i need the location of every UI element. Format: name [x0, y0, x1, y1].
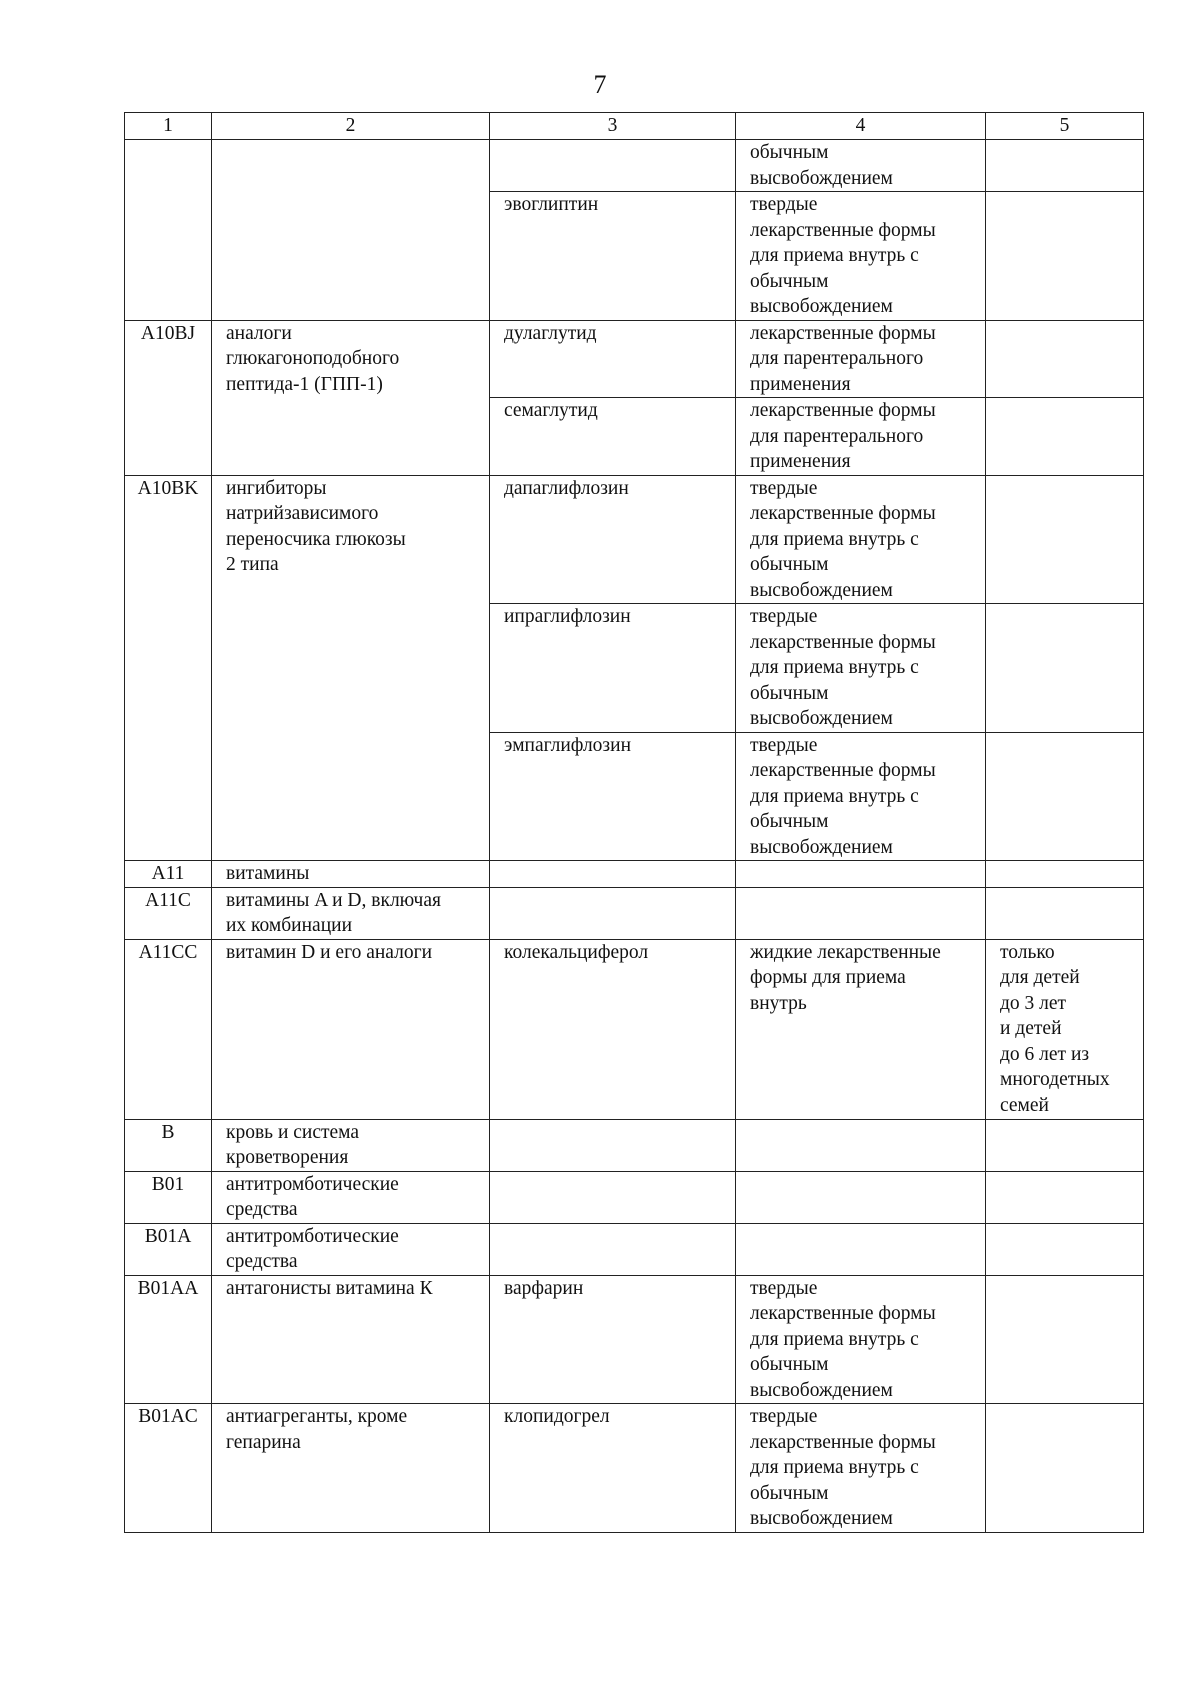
column-header: 1	[125, 113, 212, 140]
table-row	[125, 1223, 1144, 1275]
form-cell: твердые лекарственные формы для приема внутрь с обычным высвобождением	[736, 1275, 986, 1404]
drug-cell	[490, 861, 736, 888]
table-row	[125, 1404, 1144, 1533]
group-cell: аналоги глюкагоноподобного пептида-1 (ГПП-1)	[212, 320, 490, 475]
drug-cell: варфарин	[490, 1275, 736, 1404]
note-cell	[986, 320, 1144, 398]
form-cell	[736, 1223, 986, 1275]
note-cell	[986, 1119, 1144, 1171]
atc-code-cell: B	[125, 1119, 212, 1171]
note-cell	[986, 398, 1144, 476]
note-cell: только для детей до 3 лет и детей до 6 лет из многодетных семей	[986, 939, 1144, 1119]
drug-cell: дапаглифлозин	[490, 475, 736, 604]
table-row	[125, 887, 1144, 939]
form-cell: твердые лекарственные формы для приема внутрь с обычным высвобождением	[736, 1404, 986, 1533]
drug-cell	[490, 1171, 736, 1223]
form-cell: твердые лекарственные формы для приема внутрь с обычным высвобождением	[736, 475, 986, 604]
group-cell: антагонисты витамина К	[212, 1275, 490, 1404]
column-header: 2	[212, 113, 490, 140]
group-cell: витамин D и его аналоги	[212, 939, 490, 1119]
group-cell: ингибиторы натрийзависимого переносчика глюкозы 2 типа	[212, 475, 490, 861]
atc-code-cell: B01AC	[125, 1404, 212, 1533]
form-cell	[736, 1119, 986, 1171]
drug-cell: эмпаглифлозин	[490, 732, 736, 861]
atc-code-cell: A11CC	[125, 939, 212, 1119]
drug-cell	[490, 1119, 736, 1171]
table-row	[125, 1275, 1144, 1404]
form-cell: лекарственные формы для парентерального применения	[736, 320, 986, 398]
column-header: 4	[736, 113, 986, 140]
form-cell: твердые лекарственные формы для приема внутрь с обычным высвобождением	[736, 604, 986, 733]
form-cell: обычным высвобождением	[736, 140, 986, 192]
note-cell	[986, 1275, 1144, 1404]
note-cell	[986, 732, 1144, 861]
note-cell	[986, 1171, 1144, 1223]
atc-code-cell: B01A	[125, 1223, 212, 1275]
form-cell: жидкие лекарственные формы для приема внутрь	[736, 939, 986, 1119]
group-cell: антиагреганты, кроме гепарина	[212, 1404, 490, 1533]
form-cell	[736, 887, 986, 939]
table-row	[125, 1171, 1144, 1223]
drug-cell	[490, 887, 736, 939]
group-cell	[212, 140, 490, 321]
atc-code-cell: B01	[125, 1171, 212, 1223]
drug-cell: дулаглутид	[490, 320, 736, 398]
atc-code-cell	[125, 140, 212, 321]
table-header-row	[125, 113, 1144, 140]
drug-cell	[490, 1223, 736, 1275]
note-cell	[986, 861, 1144, 888]
form-cell: лекарственные формы для парентерального применения	[736, 398, 986, 476]
note-cell	[986, 1223, 1144, 1275]
atc-code-cell: B01AA	[125, 1275, 212, 1404]
atc-code-cell: A11	[125, 861, 212, 888]
group-cell: антитромботические средства	[212, 1171, 490, 1223]
drug-cell: семаглутид	[490, 398, 736, 476]
group-cell: витамины	[212, 861, 490, 888]
note-cell	[986, 475, 1144, 604]
drug-cell: клопидогрел	[490, 1404, 736, 1533]
table-row	[125, 939, 1144, 1119]
drug-cell: ипраглифлозин	[490, 604, 736, 733]
note-cell	[986, 192, 1144, 321]
table-row	[125, 140, 1144, 192]
group-cell: антитромботические средства	[212, 1223, 490, 1275]
note-cell	[986, 1404, 1144, 1533]
table-row	[125, 1119, 1144, 1171]
page-number: 7	[593, 70, 607, 99]
atc-code-cell: A11C	[125, 887, 212, 939]
note-cell	[986, 887, 1144, 939]
drug-cell: колекальциферол	[490, 939, 736, 1119]
note-cell	[986, 140, 1144, 192]
group-cell: витамины A и D, включая их комбинации	[212, 887, 490, 939]
column-header: 5	[986, 113, 1144, 140]
note-cell	[986, 604, 1144, 733]
drug-list-table	[124, 112, 1144, 1533]
drug-cell: эвоглиптин	[490, 192, 736, 321]
form-cell: твердые лекарственные формы для приема внутрь с обычным высвобождением	[736, 192, 986, 321]
drug-cell	[490, 140, 736, 192]
table-row	[125, 475, 1144, 604]
column-header: 3	[490, 113, 736, 140]
form-cell	[736, 1171, 986, 1223]
atc-code-cell: A10BJ	[125, 320, 212, 475]
atc-code-cell: A10BK	[125, 475, 212, 861]
table-row	[125, 320, 1144, 398]
table-row	[125, 861, 1144, 888]
form-cell: твердые лекарственные формы для приема внутрь с обычным высвобождением	[736, 732, 986, 861]
form-cell	[736, 861, 986, 888]
group-cell: кровь и система кроветворения	[212, 1119, 490, 1171]
